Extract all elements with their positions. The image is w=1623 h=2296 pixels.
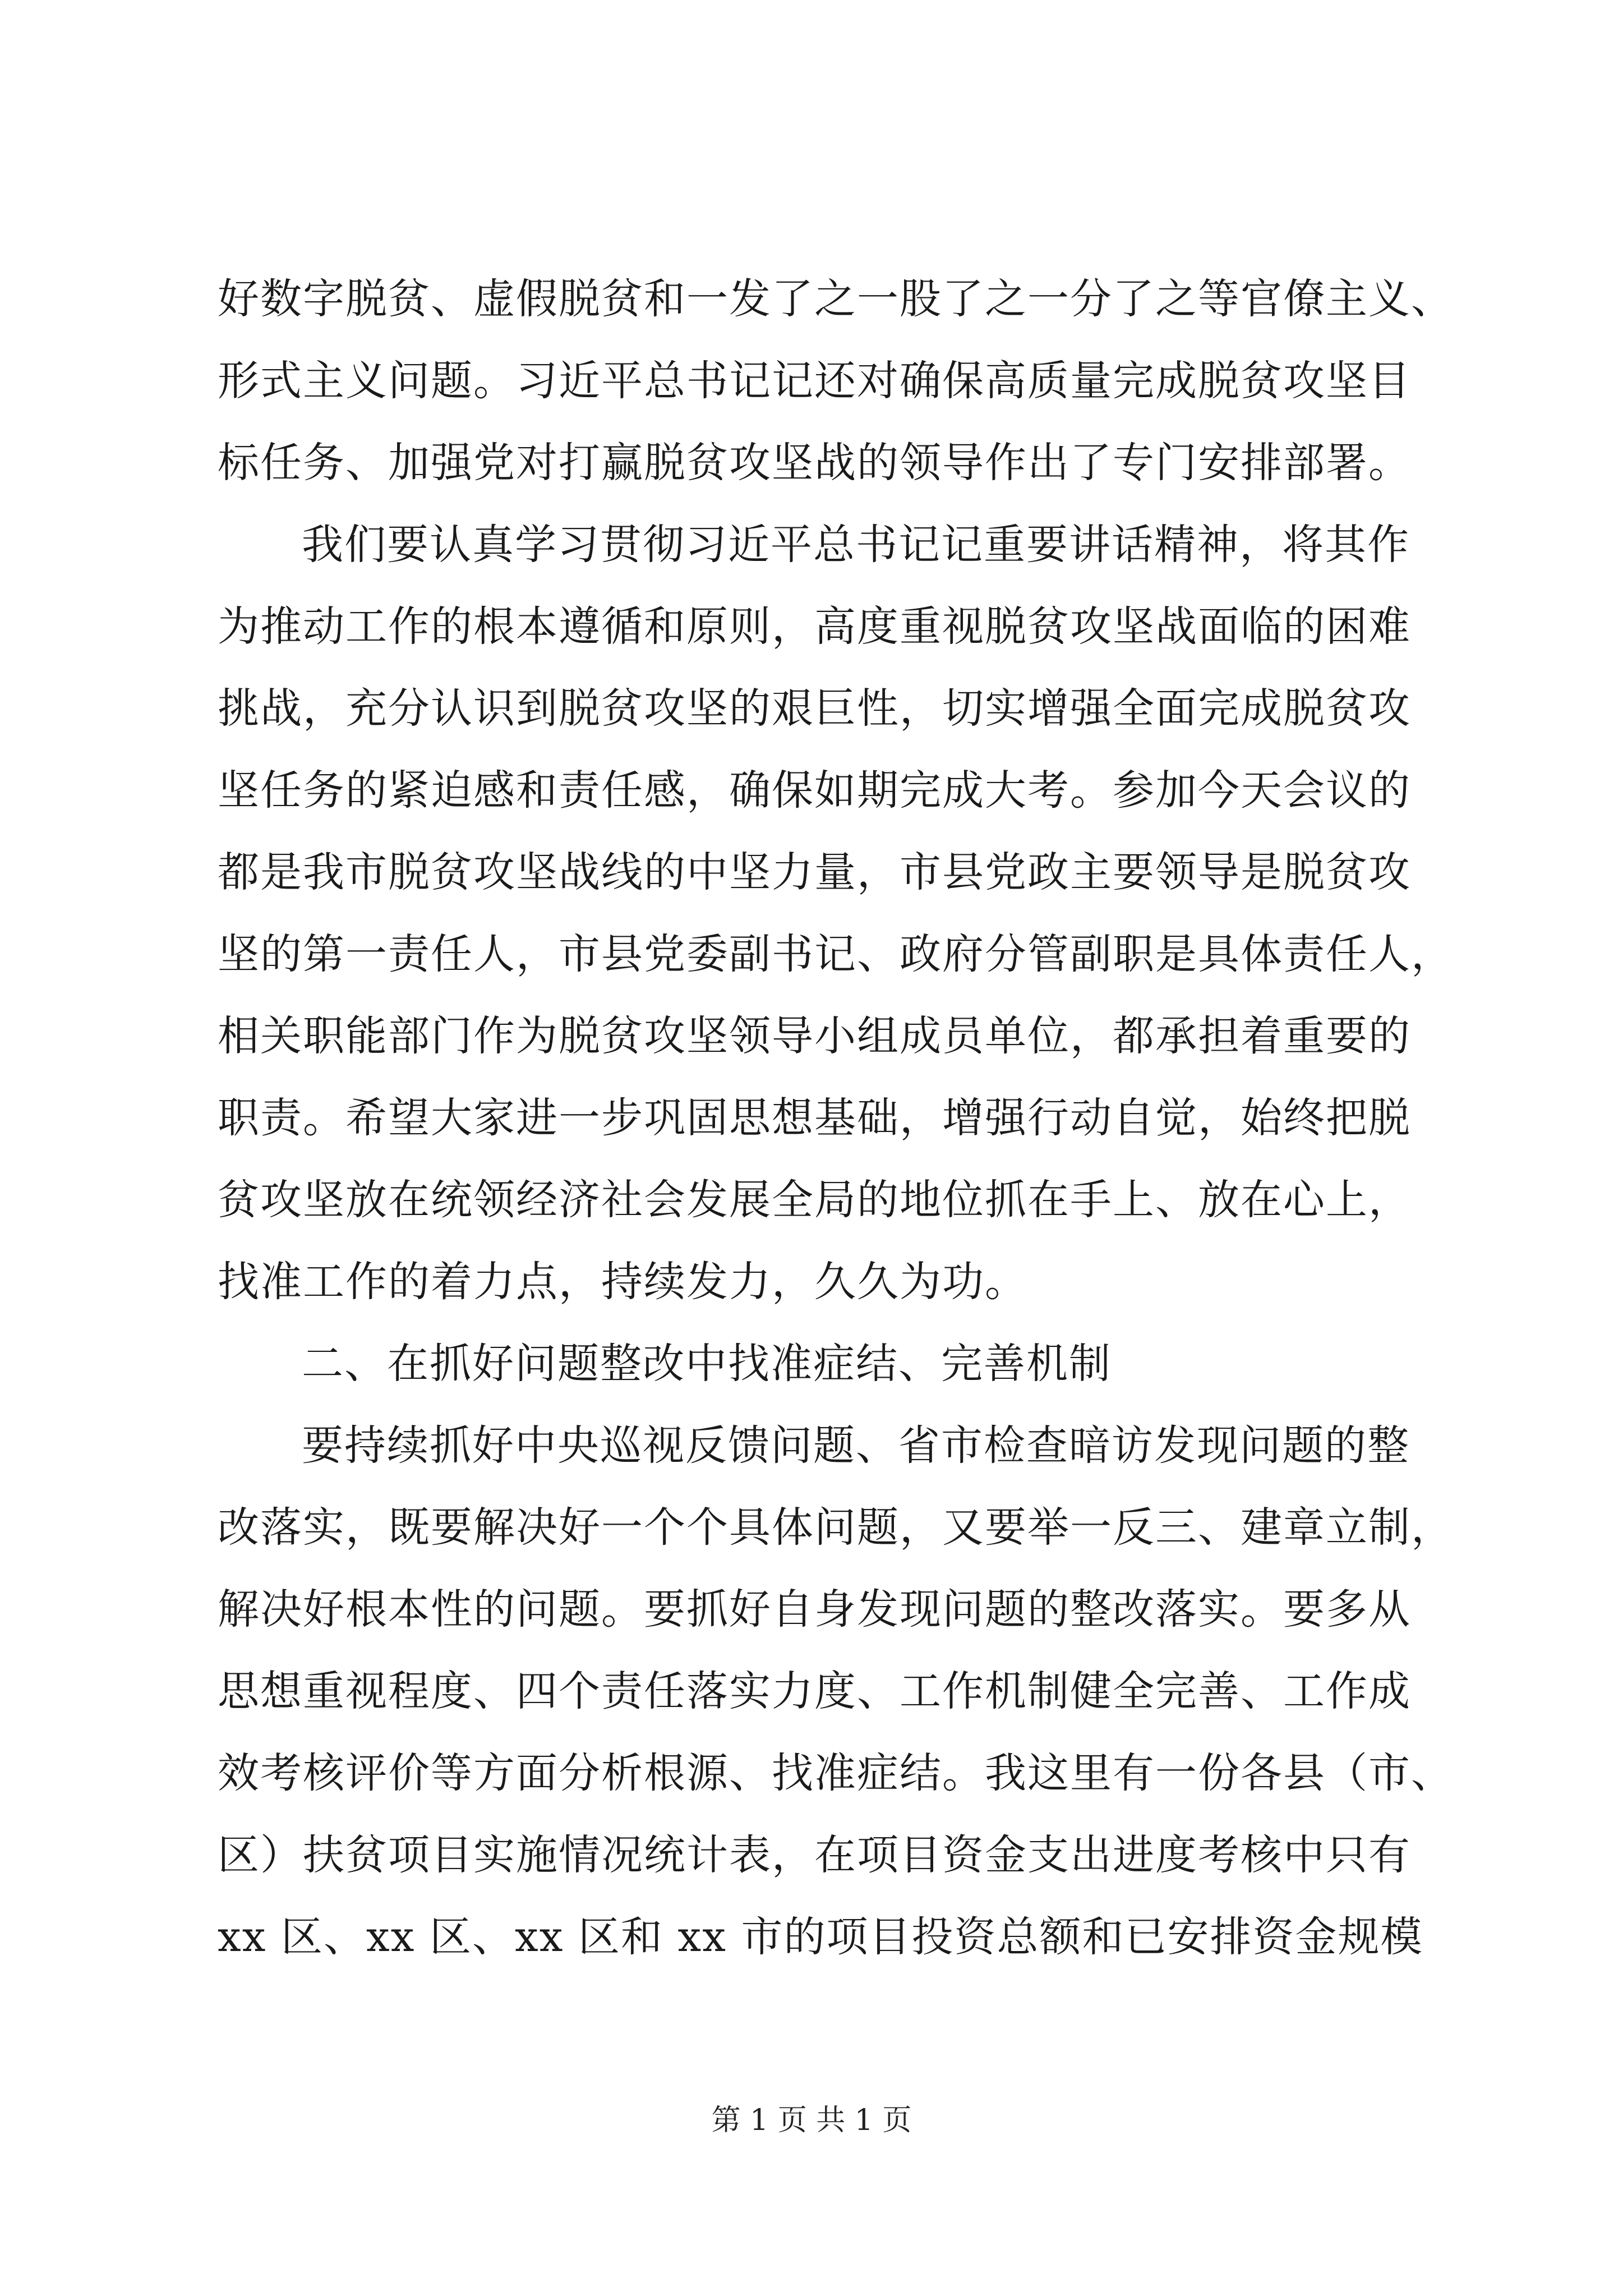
text-line: 形式主义问题。习近平总书记记还对确保高质量完成脱贫攻坚目 — [218, 357, 1411, 405]
text-line: 挑战，充分认识到脱贫攻坚的艰巨性，切实增强全面完成脱贫攻 — [218, 684, 1411, 733]
text-line: 改落实，既要解决好一个个具体问题，又要举一反三、建章立制， — [218, 1503, 1454, 1552]
text-line: 为推动工作的根本遵循和原则，高度重视脱贫攻坚战面临的困难 — [218, 602, 1411, 651]
text-line: 找准工作的着力点，持续发力，久久为功。 — [218, 1258, 1027, 1306]
text-line: 标任务、加强党对打赢脱贫攻坚战的领导作出了专门安排部署。 — [218, 439, 1411, 487]
paragraph-start-line: 要持续抓好中央巡视反馈问题、省市检查暗访发现问题的整 — [302, 1421, 1410, 1470]
text-line: 贫攻坚放在统领经济社会发展全局的地位抓在手上、放在心上， — [218, 1176, 1411, 1224]
document-body — [218, 258, 1454, 1978]
text-line: 效考核评价等方面分析根源、找准症结。我这里有一份各县（市、 — [218, 1749, 1454, 1797]
text-line: 思想重视程度、四个责任落实力度、工作机制健全完善、工作成 — [218, 1667, 1411, 1715]
text-line: 都是我市脱贫攻坚战线的中坚力量，市县党政主要领导是脱贫攻 — [218, 848, 1411, 896]
text-line: 相关职能部门作为脱贫攻坚领导小组成员单位，都承担着重要的 — [218, 1012, 1411, 1060]
paragraph-start-line: 我们要认真学习贯彻习近平总书记记重要讲话精神，将其作 — [302, 521, 1410, 569]
text-line: 好数字脱贫、虚假脱贫和一发了之一股了之一分了之等官僚主义、 — [218, 275, 1454, 323]
text-line: 坚的第一责任人，市县党委副书记、政府分管副职是具体责任人， — [218, 930, 1454, 978]
text-line: 解决好根本性的问题。要抓好自身发现问题的整改落实。要多从 — [218, 1585, 1411, 1634]
text-line: 坚任务的紧迫感和责任感，确保如期完成大考。参加今天会议的 — [218, 766, 1411, 815]
text-line: xx 区、xx 区、xx 区和 xx 市的项目投资总额和已安排资金规模 — [218, 1913, 1423, 1961]
text-line: 职责。希望大家进一步巩固思想基础，增强行动自觉，始终把脱 — [218, 1094, 1411, 1142]
section-heading: 二、在抓好问题整改中找准症结、完善机制 — [302, 1340, 1112, 1388]
page-footer: 第 1 页 共 1 页 — [711, 2104, 912, 2137]
text-line: 区）扶贫项目实施情况统计表，在项目资金支出进度考核中只有 — [218, 1831, 1411, 1879]
